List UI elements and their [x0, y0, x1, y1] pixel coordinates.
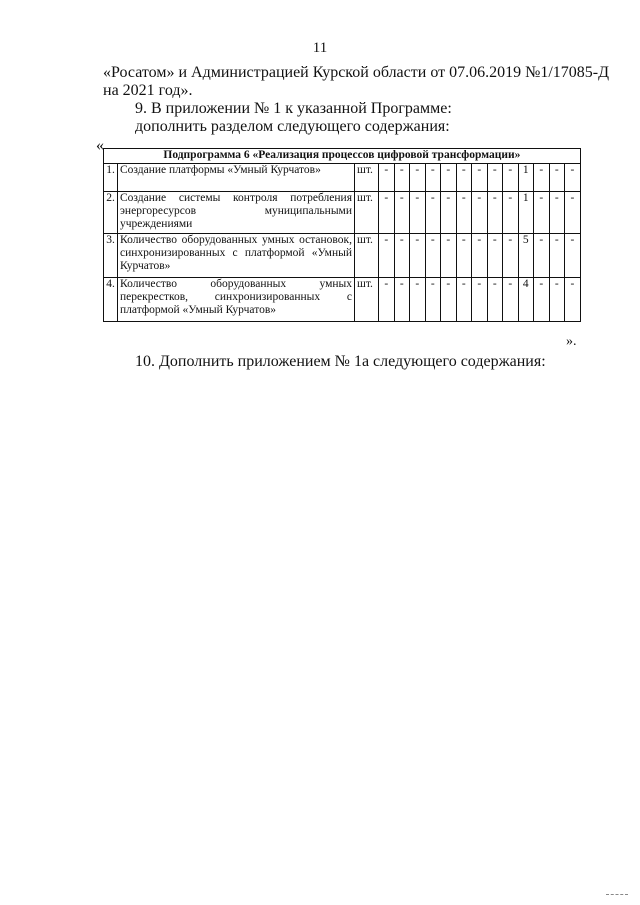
unit-cell: шт. [355, 164, 379, 192]
value-cell: - [456, 278, 472, 322]
value-cell: - [487, 234, 503, 278]
paragraph-item-10: 10. Дополнить приложением № 1а следующего содержания: [135, 353, 546, 370]
subprogram-table [103, 148, 581, 322]
unit-cell: шт. [355, 278, 379, 322]
value-cell: - [472, 192, 488, 234]
value-cell: - [549, 192, 565, 234]
value-cell: - [503, 192, 519, 234]
value-cell: - [456, 234, 472, 278]
row-number: 4. [104, 278, 118, 322]
subprogram-header: Подпрограмма 6 «Реализация процессов цифровой трансформации» [104, 149, 581, 164]
value-cell: - [549, 164, 565, 192]
row-number: 3. [104, 234, 118, 278]
indicator-name: Количество оборудованных умных перекрестков, синхронизированных с платформой «Умный Курчатов» [118, 278, 355, 322]
indicator-name: Количество оборудованных умных остановок, синхронизированных с платформой «Умный Курчатов» [118, 234, 355, 278]
value-cell: - [441, 278, 457, 322]
value-cell: - [534, 192, 550, 234]
page-corner-mark [606, 894, 628, 895]
value-cell: - [503, 234, 519, 278]
value-cell: 4 [518, 278, 534, 322]
value-cell: - [487, 278, 503, 322]
value-cell: 5 [518, 234, 534, 278]
value-cell: - [410, 164, 426, 192]
value-cell: 1 [518, 164, 534, 192]
value-cell: - [549, 278, 565, 322]
value-cell: - [565, 234, 581, 278]
value-cell: - [534, 164, 550, 192]
value-cell: - [487, 164, 503, 192]
value-cell: - [549, 234, 565, 278]
table-row [104, 234, 581, 278]
table-row [104, 164, 581, 192]
value-cell: - [379, 164, 395, 192]
value-cell: - [379, 192, 395, 234]
paragraph-line: на 2021 год». [103, 82, 193, 99]
value-cell: - [487, 192, 503, 234]
value-cell: - [394, 278, 410, 322]
row-number: 2. [104, 192, 118, 234]
opening-quote: « [96, 137, 104, 154]
paragraph-line: дополнить разделом следующего содержания: [135, 118, 450, 135]
unit-cell: шт. [355, 234, 379, 278]
value-cell: - [534, 234, 550, 278]
table-row [104, 192, 581, 234]
value-cell: - [425, 234, 441, 278]
value-cell: - [472, 164, 488, 192]
value-cell: - [410, 234, 426, 278]
paragraph-item-9: 9. В приложении № 1 к указанной Программе: [135, 100, 452, 117]
unit-cell: шт. [355, 192, 379, 234]
value-cell: - [379, 278, 395, 322]
closing-quote: ». [566, 334, 577, 349]
table-row [104, 278, 581, 322]
value-cell: - [394, 192, 410, 234]
indicator-name: Создание системы контроля потребления энергоресурсов муниципальными учреждениями [118, 192, 355, 234]
value-cell: - [410, 192, 426, 234]
indicator-name: Создание платформы «Умный Курчатов» [118, 164, 355, 192]
value-cell: - [410, 278, 426, 322]
value-cell: - [565, 192, 581, 234]
value-cell: - [456, 192, 472, 234]
paragraph-line: «Росатом» и Администрацией Курской области от 07.06.2019 №1/17085-Д [103, 64, 610, 81]
value-cell: 1 [518, 192, 534, 234]
value-cell: - [456, 164, 472, 192]
value-cell: - [425, 192, 441, 234]
value-cell: - [503, 278, 519, 322]
value-cell: - [425, 164, 441, 192]
value-cell: - [503, 164, 519, 192]
page-number: 11 [312, 40, 328, 56]
value-cell: - [441, 164, 457, 192]
value-cell: - [565, 278, 581, 322]
value-cell: - [441, 192, 457, 234]
value-cell: - [472, 278, 488, 322]
value-cell: - [472, 234, 488, 278]
value-cell: - [425, 278, 441, 322]
value-cell: - [394, 234, 410, 278]
value-cell: - [394, 164, 410, 192]
value-cell: - [379, 234, 395, 278]
value-cell: - [441, 234, 457, 278]
value-cell: - [534, 278, 550, 322]
table-header-row [104, 149, 581, 164]
row-number: 1. [104, 164, 118, 192]
value-cell: - [565, 164, 581, 192]
